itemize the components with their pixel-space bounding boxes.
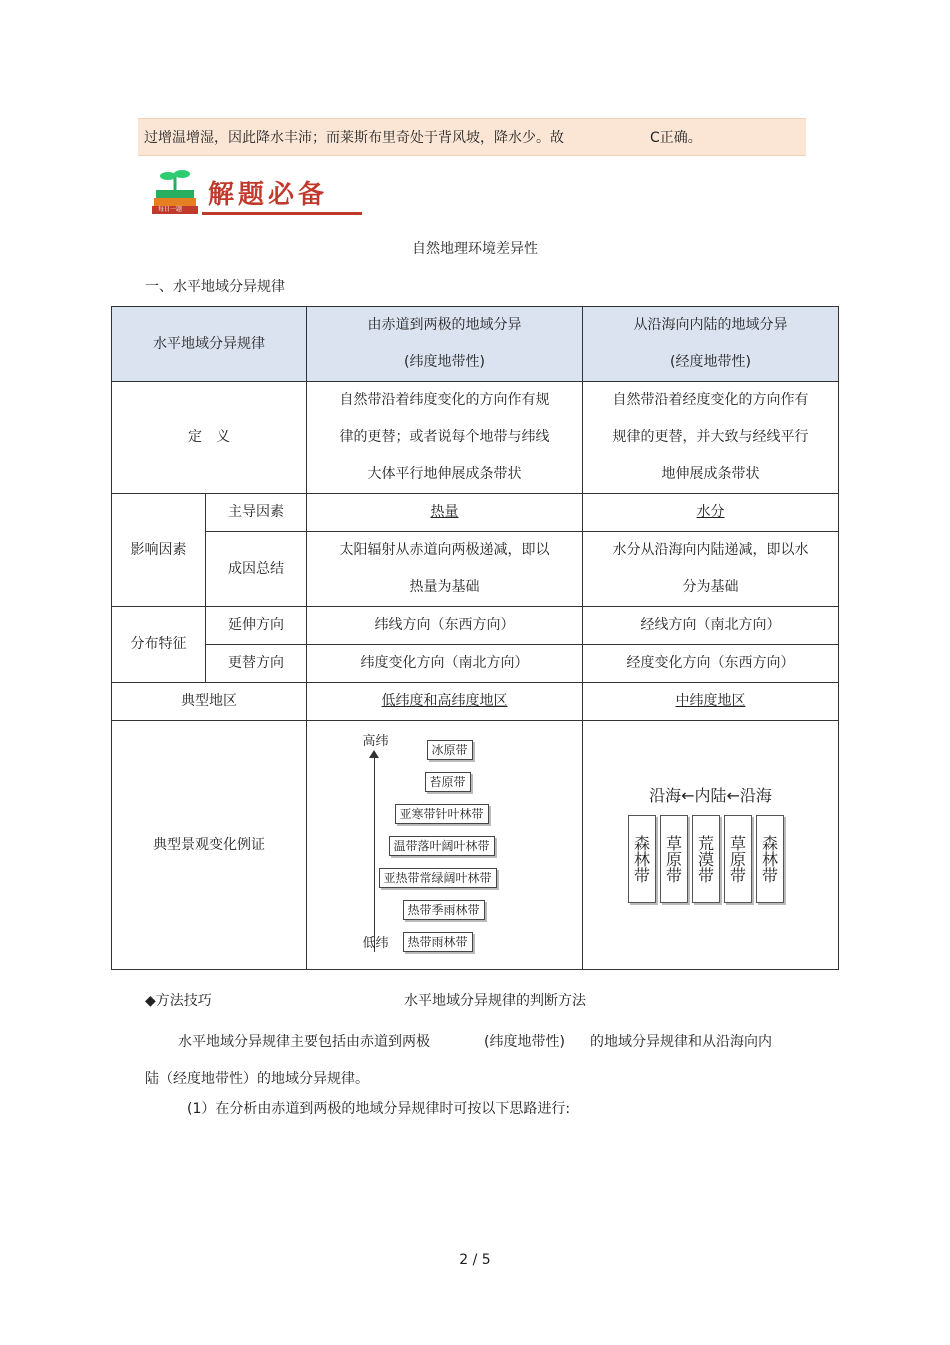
- logo-title: 解题必备: [208, 180, 329, 210]
- paragraph-line: 陆（经度地带性）的地域分异规律。: [145, 1071, 369, 1087]
- header-lat-line1: 由赤道到两极的地域分异: [367, 317, 522, 333]
- extend-label: 延伸方向: [206, 607, 307, 645]
- table-header-row: [112, 307, 839, 382]
- region-lon: [583, 683, 839, 721]
- low-latitude-label: 低纬: [362, 936, 389, 951]
- zone-box: 亚热带常绿阔叶林带: [379, 868, 497, 888]
- cause-label: 成因总结: [206, 532, 307, 607]
- header-rule: 水平地域分异规律: [112, 307, 307, 382]
- header-longitudinal: [583, 307, 839, 382]
- zone-box: 热带雨林带: [403, 932, 473, 952]
- page-heading: 自然地理环境差异性: [412, 241, 538, 257]
- definition-lat: [307, 382, 583, 494]
- example-label: 典型景观变化例证: [112, 721, 307, 970]
- cause-lat: [307, 532, 583, 607]
- section-title: 一、水平地域分异规律: [145, 279, 285, 295]
- definition-lat-line: 自然带沿着纬度变化的方向作有规: [339, 392, 550, 408]
- region-lon-text: 中纬度地区: [675, 693, 746, 709]
- zone-box: 冰原带: [427, 740, 473, 760]
- definition-lat-line: 律的更替；或者说每个地带与纬线: [339, 429, 550, 445]
- region-lat: [307, 683, 583, 721]
- region-label: 典型地区: [112, 683, 307, 721]
- coast-inland-label: 沿海←内陆←沿海: [649, 786, 772, 805]
- factor-label: 影响因素: [112, 494, 206, 607]
- extend-lon: 经线方向（南北方向）: [583, 607, 839, 645]
- definition-lon-line: 规律的更替，并大致与经线平行: [612, 429, 809, 445]
- page-number: 2 / 5: [459, 1252, 491, 1268]
- change-lon: 经度变化方向（东西方向）: [583, 645, 839, 683]
- cause-lat-line: 太阳辐射从赤道向两极递减，即以: [339, 542, 550, 558]
- table-row: [112, 721, 839, 970]
- table-row: [112, 645, 839, 683]
- definition-label: 定 义: [112, 382, 307, 494]
- high-latitude-label: 高纬: [362, 734, 389, 749]
- table-row: [112, 607, 839, 645]
- change-label: 更替方向: [206, 645, 307, 683]
- main-factor-lon: [583, 494, 839, 532]
- header-lon-line1: 从沿海向内陆的地域分异: [633, 317, 788, 333]
- answer-note-choice: C正确。: [650, 130, 702, 146]
- table-row: [112, 532, 839, 607]
- main-factor-lat-text: 热量: [430, 504, 459, 520]
- definition-lat-line: 大体平行地伸展成条带状: [367, 466, 522, 482]
- header-lat-line2: (纬度地带性): [404, 354, 485, 370]
- cause-lon-line: 分为基础: [682, 579, 739, 595]
- zone-box: 苔原带: [425, 772, 471, 792]
- cause-lat-line: 热量为基础: [409, 579, 480, 595]
- cause-lon-line: 水分从沿海向内陆递减，即以水: [612, 542, 809, 558]
- definition-lon: [583, 382, 839, 494]
- table-row: [112, 494, 839, 532]
- region-lat-text: 低纬度和高纬度地区: [381, 693, 508, 709]
- zone-box: 温带落叶阔叶林带: [389, 836, 495, 856]
- method-label: ◆方法技巧: [145, 993, 212, 1009]
- zone-column: 森林带: [756, 815, 784, 903]
- comparison-table: [111, 306, 839, 970]
- definition-lon-line: 地伸展成条带状: [661, 466, 760, 482]
- zone-column: 草原带: [724, 815, 752, 903]
- table-row: [112, 683, 839, 721]
- distribution-label: 分布特征: [112, 607, 206, 683]
- zone-column: 森林带: [628, 815, 656, 903]
- change-lat: 纬度变化方向（南北方向）: [307, 645, 583, 683]
- definition-lon-line: 自然带沿着经度变化的方向作有: [612, 392, 809, 408]
- answer-note-box: [138, 118, 806, 156]
- extend-lat: 纬线方向（东西方向）: [307, 607, 583, 645]
- paragraph-line: 水平地域分异规律主要包括由赤道到两极: [178, 1034, 430, 1050]
- zone-box: 亚寒带针叶林带: [395, 804, 489, 824]
- table-row: [112, 382, 839, 494]
- example-lat-cell: [307, 721, 583, 970]
- cause-lon: [583, 532, 839, 607]
- example-lon-cell: [583, 721, 839, 970]
- paragraph-line: (纬度地带性): [484, 1034, 565, 1050]
- main-factor-lat: [307, 494, 583, 532]
- answer-note-text: 过增温增湿，因此降水丰沛；而莱斯布里奇处于背风坡，降水少。故: [144, 130, 564, 146]
- main-factor-lon-text: 水分: [696, 504, 725, 520]
- zone-box: 热带季雨林带: [403, 900, 485, 920]
- main-factor-label: 主导因素: [206, 494, 307, 532]
- longitudinal-zone-diagram: [626, 785, 796, 905]
- latitude-axis: [374, 752, 375, 952]
- section-logo: [150, 168, 364, 218]
- method-title: 水平地域分异规律的判断方法: [404, 993, 586, 1009]
- latitudinal-zone-diagram: [355, 734, 535, 956]
- header-lon-line2: (经度地带性): [670, 354, 751, 370]
- zone-column: 草原带: [660, 815, 688, 903]
- paragraph-line: (1）在分析由赤道到两极的地域分异规律时可按以下思路进行:: [187, 1101, 571, 1117]
- header-latitudinal: [307, 307, 583, 382]
- zone-column: 荒漠带: [692, 815, 720, 903]
- logo-subtitle: 每日一题: [158, 206, 183, 213]
- paragraph-line: 的地域分异规律和从沿海向内: [590, 1034, 772, 1050]
